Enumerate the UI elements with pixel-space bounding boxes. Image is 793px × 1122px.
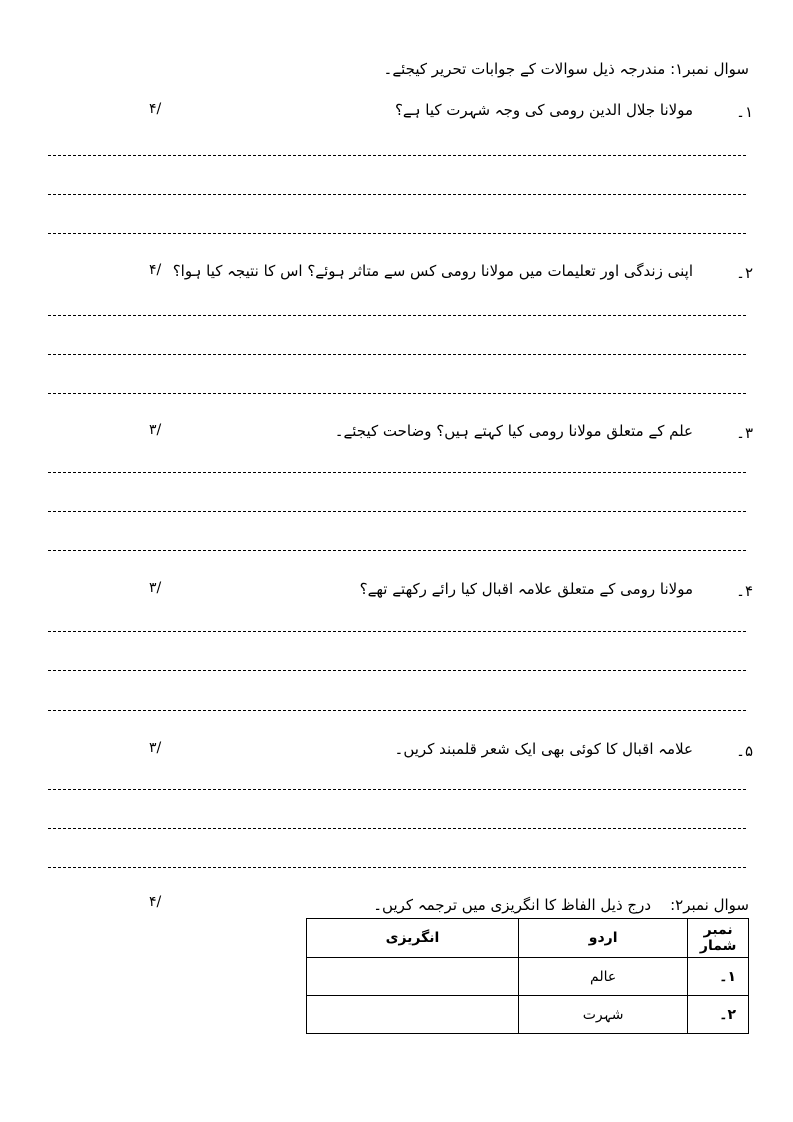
answer-line[interactable]: [48, 393, 746, 394]
question-5-marks: ۳/: [149, 740, 162, 756]
question-3-marks: ۳/: [149, 422, 162, 438]
answer-line[interactable]: [48, 233, 746, 234]
answer-line[interactable]: [48, 670, 746, 671]
column-header-english: انگریزی: [307, 919, 519, 958]
answer-line[interactable]: [48, 631, 746, 632]
urdu-word-cell: شہرت: [518, 996, 687, 1034]
question-2-number: ۲۔: [736, 264, 753, 282]
question-5-text: علامہ اقبال کا کوئی بھی ایک شعر قلمبند کریں۔: [394, 740, 693, 758]
table-row: [307, 958, 749, 996]
answer-line[interactable]: [48, 315, 746, 316]
answer-line[interactable]: [48, 155, 746, 156]
answer-line[interactable]: [48, 194, 746, 195]
question-1-text: مولانا جلال الدین رومی کی وجہ شہرت کیا ہے؟: [394, 101, 693, 119]
table-row: [307, 996, 749, 1034]
section2-instruction: درج ذیل الفاظ کا انگریزی میں ترجمہ کریں۔: [373, 896, 651, 914]
english-answer-cell[interactable]: [307, 958, 519, 996]
question-2-marks: ۴/: [149, 262, 162, 278]
question-3-number: ۳۔: [736, 424, 753, 442]
translation-table: [306, 918, 749, 1034]
serial-cell: ۱۔: [688, 958, 749, 996]
answer-line[interactable]: [48, 710, 746, 711]
english-answer-cell[interactable]: [307, 996, 519, 1034]
answer-line[interactable]: [48, 354, 746, 355]
answer-line[interactable]: [48, 789, 746, 790]
question-5-number: ۵۔: [736, 742, 753, 760]
question-4-number: ۴۔: [736, 582, 753, 600]
serial-cell: ۲۔: [688, 996, 749, 1034]
urdu-word-cell: عالم: [518, 958, 687, 996]
column-header-serial: نمبر شمار: [688, 919, 749, 958]
answer-line[interactable]: [48, 472, 746, 473]
answer-line[interactable]: [48, 550, 746, 551]
question-1-number: ۱۔: [736, 103, 753, 121]
column-header-urdu: اردو: [518, 919, 687, 958]
section2-heading: سوال نمبر۲:: [670, 896, 749, 914]
question-1-marks: ۴/: [149, 101, 162, 117]
answer-line[interactable]: [48, 511, 746, 512]
question-4-text: مولانا رومی کے متعلق علامہ اقبال کیا رائے رکھتے تھے؟: [359, 580, 693, 598]
question-3-text: علم کے متعلق مولانا رومی کیا کہتے ہیں؟ وضاحت کیجئے۔: [334, 422, 693, 440]
question-2-text: اپنی زندگی اور تعلیمات میں مولانا رومی کس سے متاثر ہوئے؟ اس کا نتیجہ کیا ہوا؟: [172, 262, 693, 280]
answer-line[interactable]: [48, 867, 746, 868]
section2-marks: ۴/: [149, 894, 162, 910]
question-4-marks: ۳/: [149, 580, 162, 596]
table-header-row: [307, 919, 749, 958]
section1-heading: سوال نمبر۱: مندرجہ ذیل سوالات کے جوابات تحریر کیجئے۔: [383, 60, 749, 78]
answer-line[interactable]: [48, 828, 746, 829]
